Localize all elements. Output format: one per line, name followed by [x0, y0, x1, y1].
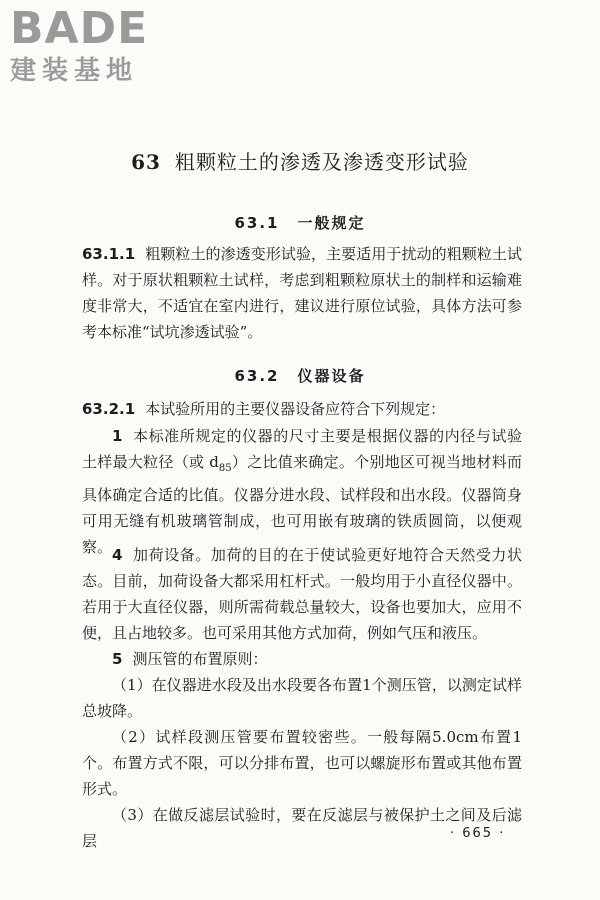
page-number: · 665 ·	[450, 826, 506, 841]
clause-number: 63.2.1	[82, 400, 136, 418]
sub-item-1	[82, 672, 522, 724]
sub-item-text: （1）在仪器进水段及出水段要各布置1个测压管，以测定试样总坡降。	[82, 676, 522, 720]
item-1	[82, 423, 522, 560]
clause-text: 本试验所用的主要仪器设备应符合下列规定：	[145, 400, 446, 418]
sub-item-text: （2）试样段测压管要布置较密些。一般每隔5.0cm布置1个。布置方式不限，可以分排布置，也可以螺旋形布置或其他布置形式。	[82, 728, 522, 798]
watermark-brand: BADE	[10, 3, 149, 54]
section-heading-63-1	[0, 212, 600, 233]
item-text: 加荷设备。加荷的目的在于使试验更好地符合天然受力状态。目前，加荷设备大都采用杠杆式。一般均用于小直径仪器中。若用于大直径仪器，则所需荷载总量较大，设备也要加大，应用不便，且占地较多。也可采用其他方式加荷，例如气压和液压。	[82, 546, 522, 642]
clause-number: 63.1.1	[82, 245, 136, 263]
chapter-number: 63	[131, 150, 161, 174]
watermark-logo	[10, 3, 180, 86]
watermark-subtitle: 建装基地	[10, 56, 139, 86]
sub-item-text: （3）在做反滤层试验时，要在反滤层与被保护土之间及后滤层	[82, 806, 522, 850]
item-number: 4	[112, 546, 123, 564]
item-4	[82, 542, 522, 646]
item-subscript: 85	[218, 463, 232, 474]
chapter-title-text: 粗颗粒土的渗透及渗透变形试验	[174, 150, 469, 174]
section-heading-63-2	[0, 365, 600, 386]
clause-text: 粗颗粒土的渗透变形试验，主要适用于扰动的粗颗粒土试样。对于原状粗颗粒土试样，考虑到粗颗粒原状土的制样和运输难度非常大，不适宜在室内进行，建议进行原位试验，具体方法可参考本标准“试坑渗透试验”。	[82, 245, 522, 341]
chapter-title	[0, 146, 600, 175]
section-title: 仪器设备	[297, 367, 366, 385]
section-title: 一般规定	[297, 214, 366, 232]
item-number: 1	[112, 427, 123, 445]
section-number: 63.2	[234, 367, 280, 385]
clause-63-1-1	[82, 241, 522, 345]
sub-item-2	[82, 724, 522, 802]
section-number: 63.1	[234, 214, 280, 232]
item-text: 测压管的布置原则：	[132, 650, 268, 668]
item-5	[82, 646, 522, 672]
item-number: 5	[112, 650, 123, 668]
clause-63-2-1	[82, 396, 522, 422]
item-text-after: ）之比值来确定。个别地区可视当地材料而具体确定合适的比值。仪器分进水段、试样段和出水段。仪器筒身可用无缝有机玻璃管制成，也可用嵌有玻璃的铁质圆筒，以便观察。	[82, 453, 522, 556]
item-text-before: 本标准所规定的仪器的尺寸主要是根据仪器的内径与试验土样最大粒径（或 d	[82, 427, 522, 471]
